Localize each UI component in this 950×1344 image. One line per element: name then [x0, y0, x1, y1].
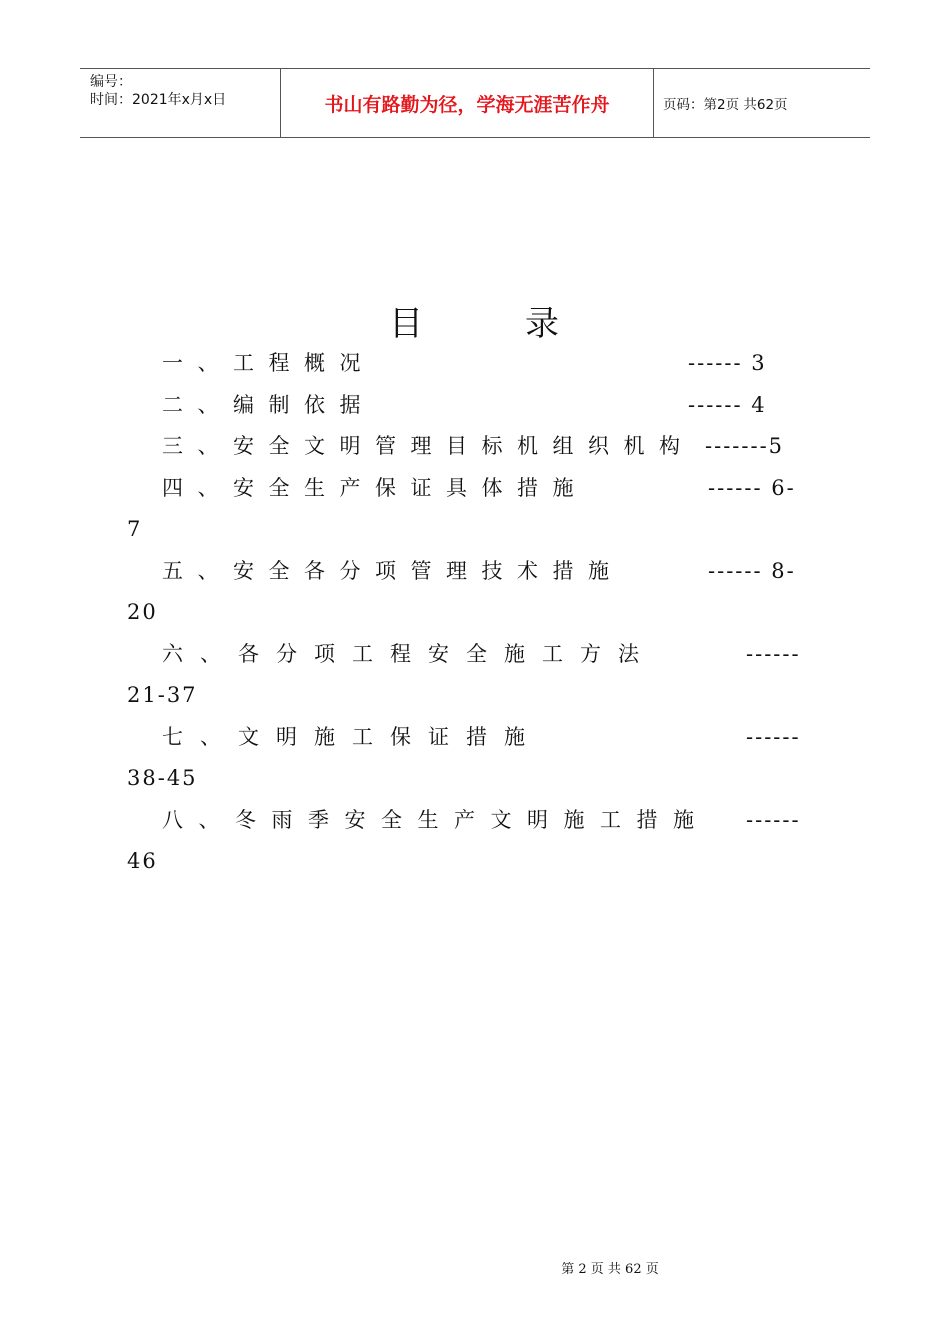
toc-entry-4-page-wrap: 7 [127, 517, 143, 541]
page-header [80, 68, 870, 138]
date-line: 时间：2021年x月x日 [90, 92, 227, 108]
header-page-info: 页码：第2页 共62页 [663, 97, 788, 113]
toc-entry-7-page-wrap: 38-45 [127, 766, 198, 790]
toc-title [0, 296, 950, 345]
doc-number-label: 编号： [90, 74, 132, 90]
toc-entry-8-label: 八、冬雨季安全生产文明施工措施 [162, 808, 710, 832]
page-footer: 第 2 页 共 62 页 [561, 1262, 659, 1277]
toc-entry-6-page: ------ [746, 642, 801, 666]
toc-entry-4-page: ------ 6- [708, 476, 796, 500]
toc-entry-1-page: ------ 3 [688, 351, 767, 375]
toc-title-right: 录 [525, 304, 561, 344]
header-meta-cell [80, 69, 281, 137]
toc-entry-2-page: ------ 4 [688, 393, 767, 417]
header-motto: 书山有路勤为径，学海无涯苦作舟 [281, 69, 654, 137]
toc-entry-6-page-wrap: 21-37 [127, 683, 198, 707]
toc-title-left: 目 [389, 304, 425, 344]
toc-entry-5-page: ------ 8- [708, 559, 796, 583]
toc-entry-1-label: 一、工程概况 [162, 351, 375, 375]
toc-entry-5-page-wrap: 20 [127, 600, 158, 624]
toc-entry-7-page: ------ [746, 725, 801, 749]
toc-entry-2-label: 二、编制依据 [162, 393, 375, 417]
toc-entry-5-label: 五、安全各分项管理技术措施 [162, 559, 624, 583]
toc-entry-7-label: 七、文明施工保证措施 [162, 725, 542, 749]
toc-entry-8-page-wrap: 46 [127, 849, 158, 873]
toc-entry-8-page: ------ [746, 808, 801, 832]
toc-entry-3-label: 三、安全文明管理目标机组织机构 [162, 434, 695, 458]
toc-entry-4-label: 四、安全生产保证具体措施 [162, 476, 588, 500]
toc-entry-3-page: -------5 [705, 434, 785, 458]
toc-entry-6-label: 六、各分项工程安全施工方法 [162, 642, 656, 666]
